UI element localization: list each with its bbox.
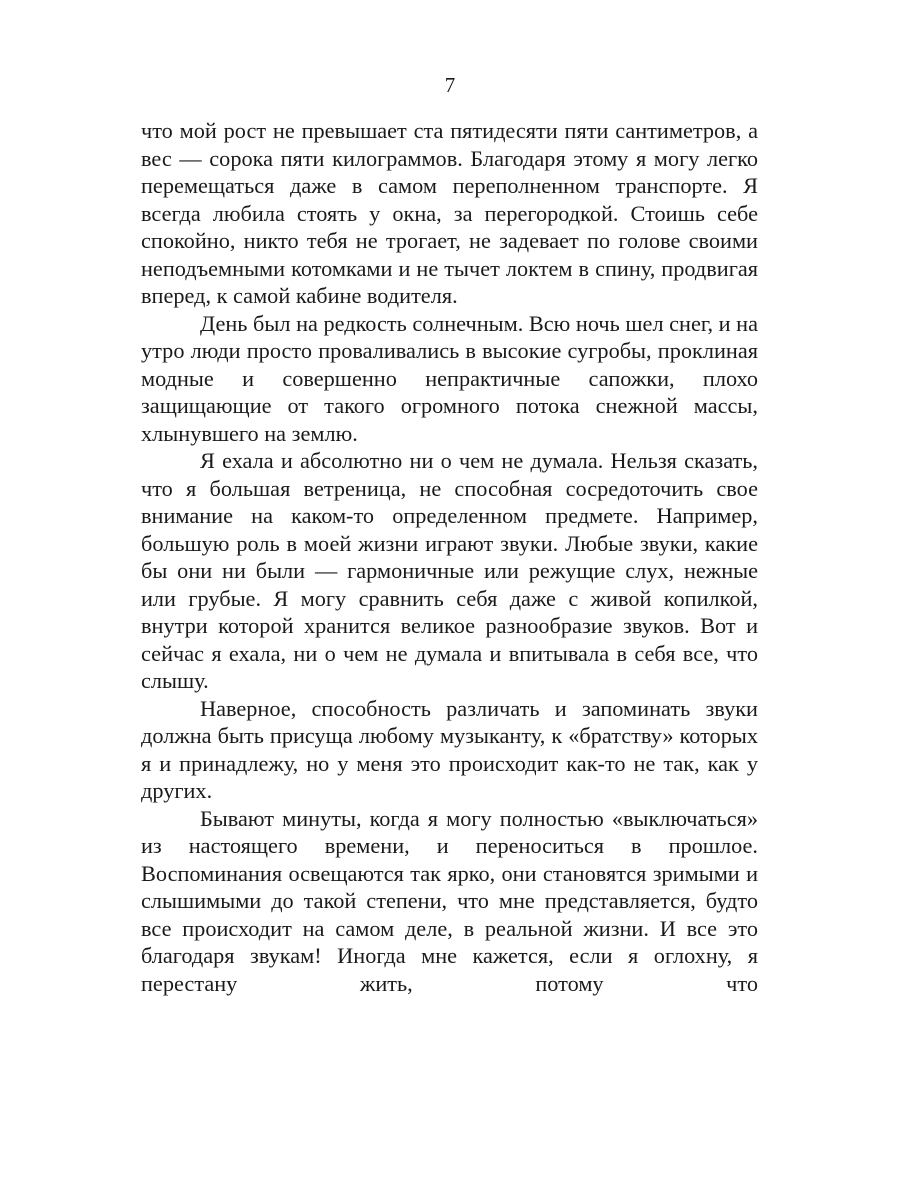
paragraph-3: Я ехала и абсолютно ни о чем не думала. Нельзя сказать, что я большая ветреница, не способная сосредоточить свое внимание на каком-то определенном предмете. Например, большую роль в моей жизни играют звуки. Любые звуки, какие бы они ни были — гармоничные или режущие слух, нежные или грубые. Я могу сравнить себя даже с живой копилкой, внутри которой хранится великое разнообразие звуков. Вот и сейчас я ехала, ни о чем не думала и впитывала в себя все, что слышу. [141, 448, 758, 693]
paragraph-5: Бывают минуты, когда я могу полностью «выключаться» из настоящего времени, и переноситься в прошлое. Воспоминания освещаются так ярко, они становятся зримыми и слышимыми до такой степени, что мне представляется, будто все происходит на самом деле, в реальной жизни. И все это благодаря звукам! Иногда мне кажется, если я оглохну, я перестану жить, потому что [141, 805, 758, 996]
text-body [141, 117, 758, 997]
page-number: 7 [444, 73, 456, 97]
paragraph-1: что мой рост не превышает ста пятидесяти пяти сантиметров, а вес — сорока пяти килограммов. Благодаря этому я могу легко перемещаться даже в самом переполненном транспорте. Я всегда любила стоять у окна, за перегородкой. Стоишь себе спокойно, никто тебя не трогает, не задевает по голове своими неподъемными котомками и не тычет локтем в спину, продвигая вперед, к самой кабине водителя. [141, 118, 758, 308]
paragraph-4: Наверное, способность различать и запоминать звуки должна быть присуща любому музыканту, к «братству» которых я и принадлежу, но у меня это происходит как-то не так, как у других. [141, 695, 758, 803]
paragraph-2: День был на редкость солнечным. Всю ночь шел снег, и на утро люди просто проваливались в высокие сугробы, проклиная модные и совершенно непрактичные сапожки, плохо защищающие от такого огромного потока снежной массы, хлынувшего на землю. [141, 310, 758, 446]
